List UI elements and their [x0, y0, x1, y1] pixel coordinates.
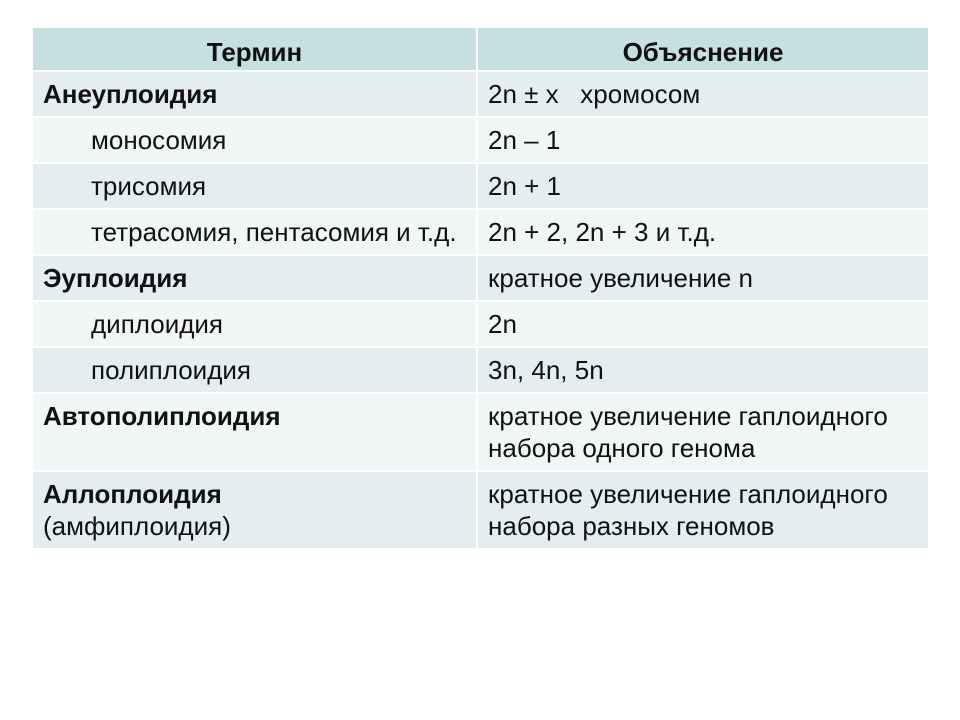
term-name: Аллоплоидия — [43, 479, 222, 509]
terms-table — [33, 28, 928, 550]
term-cell: Автополиплоидия — [33, 394, 478, 472]
explanation-cell: 3n, 4n, 5n — [478, 348, 928, 394]
term-cell: трисомия — [33, 164, 478, 210]
header-term: Термин — [33, 28, 478, 72]
term-cell: тетрасомия, пентасомия и т.д. — [33, 210, 478, 256]
term-note: (амфиплоидия) — [43, 511, 231, 541]
explanation-cell: кратное увеличение гаплоидного набора разных геномов — [478, 472, 928, 550]
explanation-cell: 2n ± x хромосом — [478, 72, 928, 118]
term-cell: диплоидия — [33, 302, 478, 348]
term-cell — [33, 472, 478, 550]
term-cell: полиплоидия — [33, 348, 478, 394]
explanation-cell: 2n — [478, 302, 928, 348]
header-explanation: Объяснение — [478, 28, 928, 72]
explanation-cell: 2n + 2, 2n + 3 и т.д. — [478, 210, 928, 256]
explanation-cell: кратное увеличение гаплоидного набора одного генома — [478, 394, 928, 472]
term-cell: Анеуплоидия — [33, 72, 478, 118]
term-cell: Эуплоидия — [33, 256, 478, 302]
explanation-cell: 2n – 1 — [478, 118, 928, 164]
term-cell: моносомия — [33, 118, 478, 164]
explanation-cell: кратное увеличение n — [478, 256, 928, 302]
explanation-cell: 2n + 1 — [478, 164, 928, 210]
